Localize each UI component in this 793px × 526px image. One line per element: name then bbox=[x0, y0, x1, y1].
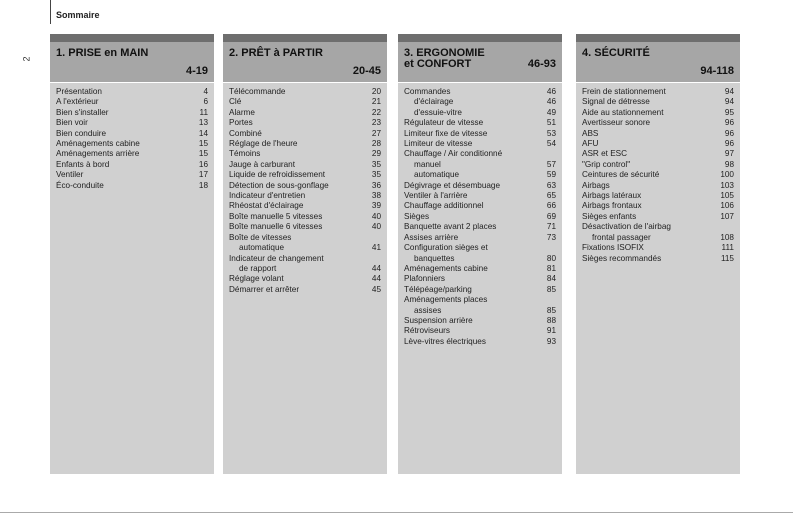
toc-entry-label: Sièges recommandés bbox=[582, 253, 662, 263]
toc-entry-label: Bien voir bbox=[56, 118, 88, 128]
toc-entry-page: 17 bbox=[198, 170, 208, 180]
toc-entry-page: 4 bbox=[203, 87, 208, 96]
toc-entry-label: Boîte manuelle 5 vitesses bbox=[229, 211, 323, 221]
toc-entry-page: 28 bbox=[371, 139, 381, 149]
toc-entry[interactable] bbox=[404, 274, 556, 284]
toc-entry-page: 85 bbox=[546, 284, 556, 294]
section-top-bar bbox=[576, 34, 740, 42]
toc-entry[interactable] bbox=[404, 149, 556, 159]
toc-entry-page: 69 bbox=[546, 211, 556, 221]
toc-entry-page: 91 bbox=[546, 326, 556, 336]
toc-entry-page: 46 bbox=[546, 97, 556, 107]
toc-entry-page: 66 bbox=[546, 201, 556, 211]
toc-entry[interactable] bbox=[229, 233, 381, 243]
toc-entry[interactable] bbox=[229, 129, 381, 139]
toc-entry-label: Ventiler à l'arrière bbox=[404, 191, 468, 201]
toc-entry[interactable] bbox=[404, 306, 556, 316]
toc-entry-page: 14 bbox=[198, 128, 208, 138]
toc-entry-label: d'éclairage bbox=[414, 97, 454, 107]
toc-entry-page: 44 bbox=[371, 263, 381, 273]
toc-entry[interactable] bbox=[582, 233, 734, 243]
toc-entry[interactable] bbox=[404, 254, 556, 264]
section-top-bar bbox=[398, 34, 562, 42]
toc-entry[interactable] bbox=[404, 285, 556, 295]
toc-entry[interactable] bbox=[404, 97, 556, 107]
page-number: 2 bbox=[21, 56, 32, 62]
toc-entry-label: Lève-vitres électriques bbox=[404, 336, 486, 346]
toc-entry-page: 29 bbox=[371, 149, 381, 159]
toc-entry-page: 53 bbox=[546, 128, 556, 138]
toc-entry[interactable] bbox=[229, 149, 381, 159]
toc-entry[interactable] bbox=[56, 149, 208, 159]
toc-entry[interactable] bbox=[404, 326, 556, 336]
toc-entry[interactable] bbox=[582, 108, 734, 118]
toc-entry-label: Jauge à carburant bbox=[229, 159, 295, 169]
section-column-securite bbox=[576, 34, 740, 474]
toc-entry-page: 11 bbox=[199, 107, 208, 117]
toc-entry-label: Sièges bbox=[404, 211, 430, 221]
toc-entry[interactable] bbox=[582, 160, 734, 170]
toc-entry-label: ASR et ESC bbox=[582, 149, 628, 159]
toc-entry-page: 115 bbox=[720, 253, 734, 263]
toc-entry-page: 13 bbox=[198, 118, 208, 128]
section-top-bar bbox=[50, 34, 214, 42]
toc-entry-label: Banquette avant 2 places bbox=[404, 222, 497, 232]
toc-entry-label: Airbags bbox=[582, 180, 610, 190]
toc-entry[interactable] bbox=[582, 222, 734, 232]
toc-entry-page: 63 bbox=[546, 180, 556, 190]
section-header bbox=[398, 42, 562, 83]
toc-entry-page: 107 bbox=[720, 211, 734, 221]
toc-entry[interactable] bbox=[56, 87, 208, 97]
toc-entry-label: Rétroviseurs bbox=[404, 326, 450, 336]
toc-entry-label: Suspension arrière bbox=[404, 315, 473, 325]
section-column-pret-a-partir bbox=[223, 34, 387, 474]
toc-entry-label: Chauffage additionnel bbox=[404, 201, 484, 211]
toc-entry-label: Boîte de vitesses bbox=[229, 232, 292, 242]
toc-entry[interactable] bbox=[229, 181, 381, 191]
toc-entry[interactable] bbox=[582, 201, 734, 211]
toc-entry-label: A l'extérieur bbox=[56, 97, 99, 107]
toc-entry-label: Présentation bbox=[56, 87, 102, 96]
toc-entry[interactable] bbox=[229, 254, 381, 264]
section-item-list bbox=[576, 83, 740, 264]
toc-entry-label: Boîte manuelle 6 vitesses bbox=[229, 222, 323, 232]
section-header bbox=[50, 42, 214, 83]
toc-entry-page: 15 bbox=[198, 139, 208, 149]
toc-entry-label: Liquide de refroidissement bbox=[229, 170, 326, 180]
section-header bbox=[223, 42, 387, 83]
section-header bbox=[576, 42, 740, 83]
toc-entry-label: Airbags latéraux bbox=[582, 191, 642, 201]
toc-entry[interactable] bbox=[229, 139, 381, 149]
toc-entry[interactable] bbox=[404, 222, 556, 232]
toc-entry-page: 105 bbox=[720, 191, 734, 201]
toc-entry-page: 94 bbox=[724, 87, 734, 96]
toc-entry[interactable] bbox=[404, 212, 556, 222]
toc-entry-page: 36 bbox=[371, 180, 381, 190]
toc-entry-label: Limiteur de vitesse bbox=[404, 139, 473, 149]
toc-entry-label: Indicateur d'entretien bbox=[229, 191, 306, 201]
section-column-ergonomie-confort bbox=[398, 34, 562, 474]
toc-entry-label: Limiteur fixe de vitesse bbox=[404, 128, 488, 138]
toc-entry[interactable] bbox=[582, 87, 734, 97]
toc-entry-page: 81 bbox=[546, 263, 556, 273]
toc-entry-label: Alarme bbox=[229, 107, 255, 117]
toc-entry[interactable] bbox=[404, 337, 556, 347]
toc-entry[interactable] bbox=[229, 191, 381, 201]
toc-entry-page: 59 bbox=[546, 170, 556, 180]
toc-entry-label: assises bbox=[414, 305, 442, 315]
toc-entry-page: 35 bbox=[371, 170, 381, 180]
toc-entry-page: 80 bbox=[546, 253, 556, 263]
toc-entry-page: 84 bbox=[546, 274, 556, 284]
toc-entry-page: 100 bbox=[720, 170, 734, 180]
toc-entry-label: Aménagements arrière bbox=[56, 149, 140, 159]
section-title: 1. PRISE en MAIN bbox=[56, 47, 149, 59]
toc-entry[interactable] bbox=[229, 108, 381, 118]
toc-entry[interactable] bbox=[404, 118, 556, 128]
toc-entry[interactable] bbox=[404, 139, 556, 149]
toc-entry-label: Enfants à bord bbox=[56, 159, 110, 169]
toc-entry-label: frontal passager bbox=[592, 232, 651, 242]
toc-entry-page: 16 bbox=[198, 159, 208, 169]
toc-entry-page: 96 bbox=[724, 128, 734, 138]
toc-entry[interactable] bbox=[582, 212, 734, 222]
toc-entry[interactable] bbox=[404, 264, 556, 274]
toc-entry-label: Sièges enfants bbox=[582, 211, 637, 221]
toc-entry[interactable] bbox=[229, 285, 381, 295]
toc-entry-page: 108 bbox=[720, 232, 734, 242]
toc-entry-label: Aide au stationnement bbox=[582, 107, 664, 117]
toc-entry-page: 103 bbox=[720, 180, 734, 190]
toc-entry[interactable] bbox=[56, 97, 208, 107]
toc-entry[interactable] bbox=[582, 170, 734, 180]
toc-entry[interactable] bbox=[404, 129, 556, 139]
toc-entry-label: Bien conduire bbox=[56, 128, 107, 138]
section-page-range: 4-19 bbox=[185, 65, 208, 77]
toc-entry-label: Avertisseur sonore bbox=[582, 118, 651, 128]
toc-entry-label: manuel bbox=[414, 159, 441, 169]
toc-entry-label: Réglage volant bbox=[229, 274, 284, 284]
toc-entry-label: Fixations ISOFIX bbox=[582, 243, 644, 253]
toc-entry-page: 40 bbox=[371, 211, 381, 221]
toc-entry-page: 96 bbox=[724, 139, 734, 149]
toc-entry[interactable] bbox=[404, 243, 556, 253]
toc-entry-label: Clé bbox=[229, 97, 242, 107]
toc-entry[interactable] bbox=[582, 191, 734, 201]
toc-entry-label: de rapport bbox=[239, 263, 277, 273]
toc-entry[interactable] bbox=[404, 233, 556, 243]
toc-entry-page: 21 bbox=[371, 97, 381, 107]
toc-entry-page: 23 bbox=[371, 118, 381, 128]
toc-entry-page: 49 bbox=[546, 107, 556, 117]
toc-entry-label: Démarrer et arrêter bbox=[229, 284, 300, 294]
toc-entry-label: automatique bbox=[414, 170, 460, 180]
toc-entry-label: Dégivrage et désembuage bbox=[404, 180, 501, 190]
toc-entry[interactable] bbox=[404, 316, 556, 326]
toc-entry[interactable] bbox=[404, 87, 556, 97]
section-item-list bbox=[50, 83, 214, 191]
toc-entry-page: 51 bbox=[546, 118, 556, 128]
toc-entry-label: "Grip control" bbox=[582, 159, 631, 169]
toc-entry-page: 46 bbox=[546, 87, 556, 96]
toc-entry-page: 38 bbox=[371, 191, 381, 201]
section-item-list bbox=[398, 83, 562, 347]
toc-entry-label: d'essuie-vitre bbox=[414, 107, 462, 117]
toc-entry-label: Configuration sièges et bbox=[404, 243, 488, 253]
toc-entry[interactable] bbox=[229, 160, 381, 170]
section-top-bar bbox=[223, 34, 387, 42]
footer-rule bbox=[0, 512, 793, 513]
toc-entry-page: 22 bbox=[371, 107, 381, 117]
toc-entry-page: 85 bbox=[546, 305, 556, 315]
toc-entry-page: 88 bbox=[546, 315, 556, 325]
toc-entry[interactable] bbox=[582, 243, 734, 253]
toc-entry-page: 39 bbox=[371, 201, 381, 211]
toc-entry-label: Aménagements cabine bbox=[56, 139, 140, 149]
toc-entry-label: Ventiler bbox=[56, 170, 84, 180]
toc-entry-label: Combiné bbox=[229, 128, 262, 138]
toc-entry[interactable] bbox=[404, 181, 556, 191]
toc-entry-label: Aménagements cabine bbox=[404, 263, 488, 273]
toc-entry-label: automatique bbox=[239, 243, 285, 253]
toc-entry[interactable] bbox=[404, 108, 556, 118]
toc-entry[interactable] bbox=[229, 97, 381, 107]
toc-entry[interactable] bbox=[56, 108, 208, 118]
toc-entry-label: Télépéage/parking bbox=[404, 284, 472, 294]
toc-entry-label: Détection de sous-gonflage bbox=[229, 180, 329, 190]
toc-entry-label: Réglage de l'heure bbox=[229, 139, 298, 149]
toc-entry-page: 45 bbox=[371, 284, 381, 294]
toc-entry[interactable] bbox=[56, 181, 208, 191]
toc-entry-page: 18 bbox=[198, 180, 208, 190]
toc-entry[interactable] bbox=[582, 254, 734, 264]
toc-entry-label: Signal de détresse bbox=[582, 97, 650, 107]
section-column-prise-en-main bbox=[50, 34, 214, 474]
toc-entry-label: Airbags frontaux bbox=[582, 201, 642, 211]
toc-entry-label: Commandes bbox=[404, 87, 451, 96]
toc-entry-label: Télécommande bbox=[229, 87, 286, 96]
toc-entry-label: Régulateur de vitesse bbox=[404, 118, 484, 128]
section-item-list bbox=[223, 83, 387, 295]
toc-entry-page: 95 bbox=[724, 107, 734, 117]
toc-entry-page: 57 bbox=[546, 159, 556, 169]
toc-entry[interactable] bbox=[56, 118, 208, 128]
toc-entry-label: Frein de stationnement bbox=[582, 87, 666, 96]
toc-entry-page: 73 bbox=[546, 232, 556, 242]
toc-entry-label: Témoins bbox=[229, 149, 261, 159]
toc-entry-label: banquettes bbox=[414, 253, 455, 263]
toc-entry[interactable] bbox=[229, 243, 381, 253]
toc-entry-page: 97 bbox=[724, 149, 734, 159]
toc-entry[interactable] bbox=[56, 170, 208, 180]
section-title: 3. ERGONOMIE et CONFORT bbox=[404, 47, 485, 70]
header-rule bbox=[50, 0, 51, 24]
toc-entry[interactable] bbox=[229, 222, 381, 232]
toc-entry-label: Chauffage / Air conditionné bbox=[404, 149, 503, 159]
toc-entry-page: 35 bbox=[371, 159, 381, 169]
toc-entry-label: Assises arrière bbox=[404, 232, 459, 242]
toc-entry[interactable] bbox=[404, 201, 556, 211]
toc-entry[interactable] bbox=[582, 149, 734, 159]
page-title: Sommaire bbox=[56, 10, 100, 20]
toc-entry-page: 94 bbox=[724, 97, 734, 107]
toc-entry-page: 71 bbox=[546, 222, 556, 232]
toc-entry-page: 65 bbox=[546, 191, 556, 201]
toc-entry-label: ABS bbox=[582, 128, 599, 138]
toc-entry-label: Rhéostat d'éclairage bbox=[229, 201, 304, 211]
toc-entry-label: Éco-conduite bbox=[56, 180, 104, 190]
toc-entry-page: 40 bbox=[371, 222, 381, 232]
toc-entry-page: 106 bbox=[720, 201, 734, 211]
toc-entry[interactable] bbox=[229, 87, 381, 97]
toc-entry[interactable] bbox=[229, 170, 381, 180]
toc-entry-label: Bien s'installer bbox=[56, 107, 109, 117]
toc-entry[interactable] bbox=[582, 139, 734, 149]
section-page-range: 94-118 bbox=[700, 65, 734, 77]
toc-entry-label: Ceintures de sécurité bbox=[582, 170, 660, 180]
toc-entry-page: 44 bbox=[371, 274, 381, 284]
toc-entry[interactable] bbox=[229, 274, 381, 284]
toc-entry-page: 15 bbox=[198, 149, 208, 159]
section-page-range: 46-93 bbox=[527, 58, 556, 70]
toc-entry-page: 41 bbox=[371, 243, 381, 253]
toc-entry[interactable] bbox=[404, 295, 556, 305]
toc-entry[interactable] bbox=[404, 170, 556, 180]
toc-entry-page: 93 bbox=[546, 336, 556, 346]
toc-entry[interactable] bbox=[56, 139, 208, 149]
toc-entry[interactable] bbox=[229, 212, 381, 222]
toc-entry-label: Indicateur de changement bbox=[229, 253, 324, 263]
toc-entry[interactable] bbox=[229, 201, 381, 211]
toc-entry[interactable] bbox=[229, 118, 381, 128]
toc-entry-page: 20 bbox=[371, 87, 381, 96]
toc-entry-page: 27 bbox=[371, 128, 381, 138]
toc-entry[interactable] bbox=[404, 160, 556, 170]
toc-entry[interactable] bbox=[582, 118, 734, 128]
toc-entry[interactable] bbox=[229, 264, 381, 274]
toc-entry-label: AFU bbox=[582, 139, 599, 149]
toc-entry-page: 111 bbox=[721, 243, 734, 253]
toc-entry-page: 54 bbox=[546, 139, 556, 149]
toc-entry-page: 98 bbox=[724, 159, 734, 169]
toc-entry-label: Désactivation de l'airbag bbox=[582, 222, 671, 232]
toc-entry-page: 6 bbox=[203, 97, 208, 107]
section-page-range: 20-45 bbox=[352, 65, 381, 77]
toc-entry-label: Portes bbox=[229, 118, 253, 128]
section-title: 4. SÉCURITÉ bbox=[582, 47, 650, 59]
toc-entry-page: 96 bbox=[724, 118, 734, 128]
toc-entry[interactable] bbox=[404, 191, 556, 201]
toc-entry-label: Aménagements places bbox=[404, 295, 488, 305]
toc-entry[interactable] bbox=[582, 97, 734, 107]
toc-entry-label: Plafonniers bbox=[404, 274, 445, 284]
section-title: 2. PRÊT à PARTIR bbox=[229, 47, 323, 59]
toc-entry[interactable] bbox=[582, 181, 734, 191]
toc-entry[interactable] bbox=[582, 129, 734, 139]
toc-entry[interactable] bbox=[56, 160, 208, 170]
toc-entry[interactable] bbox=[56, 129, 208, 139]
